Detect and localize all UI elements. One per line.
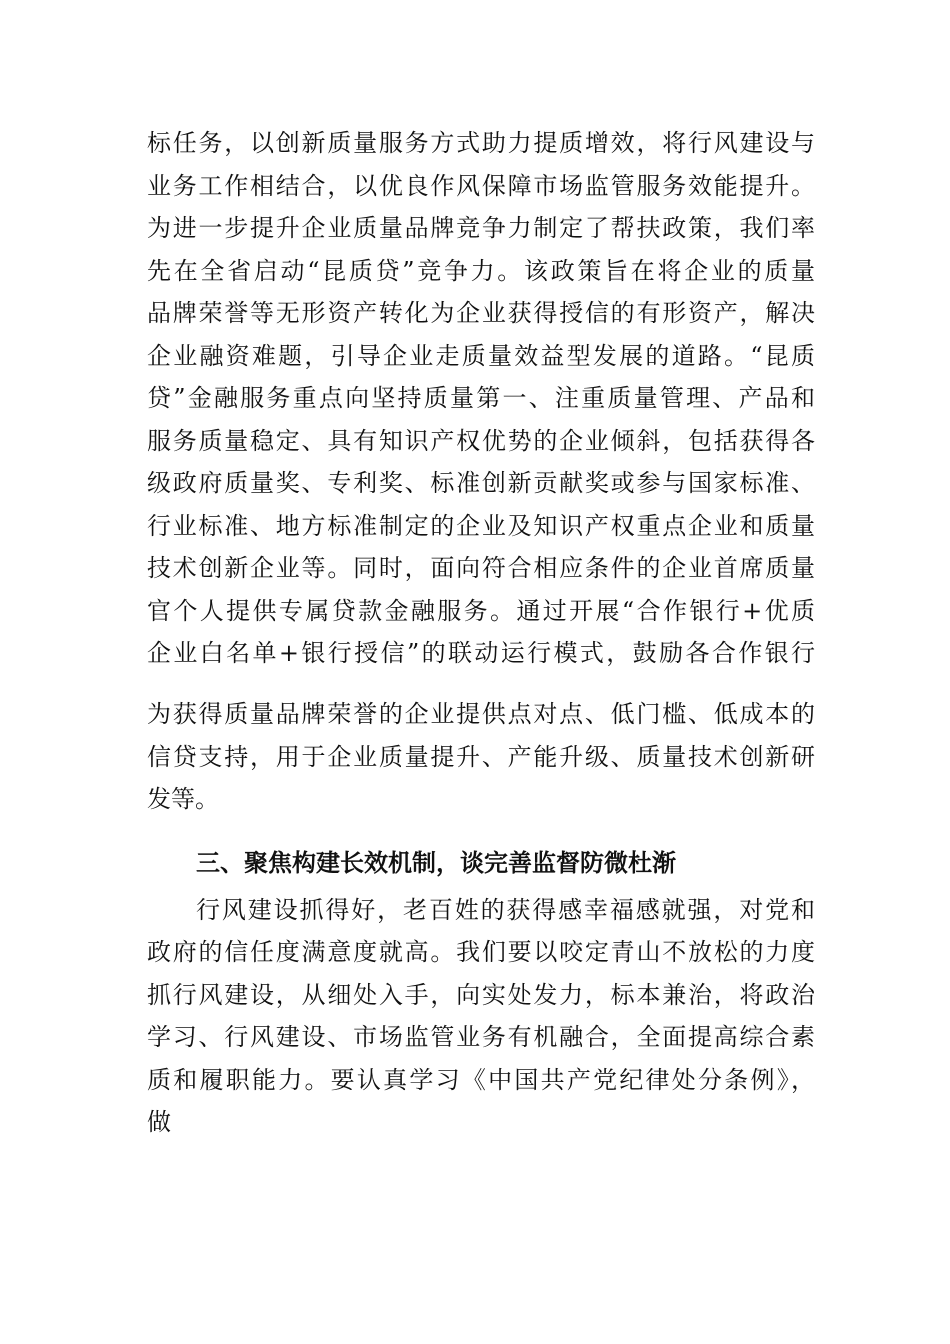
paragraph-line: 为获得质量品牌荣誉的企业提供点对点、低门槛、低成本的 [147,700,815,728]
paragraph-line: 为进一步提升企业质量品牌竞争力制定了帮扶政策，我们率 [147,214,815,242]
paragraph-line: 质和履职能力。要认真学习《中国共产党纪律处分条例》， [147,1066,815,1094]
paragraph-line: 信贷支持，用于企业质量提升、产能升级、质量技术创新研 [147,743,815,771]
paragraph-line: 抓行风建设，从细处入手，向实处发力，标本兼治，将政治 [147,981,815,1009]
paragraph-line: 服务质量稳定、具有知识产权优势的企业倾斜，包括获得各 [147,427,815,455]
paragraph-line: 行风建设抓得好，老百姓的获得感幸福感就强，对党和 [196,896,815,924]
paragraph-line: 品牌荣誉等无形资产转化为企业获得授信的有形资产，解决 [147,299,815,327]
paragraph-line: 官个人提供专属贷款金融服务。通过开展“合作银行+优质 [147,597,815,625]
paragraph-line: 企业融资难题，引导企业走质量效益型发展的道路。“昆质 [147,342,815,370]
paragraph-line: 标任务，以创新质量服务方式助力提质增效，将行风建设与 [147,129,815,157]
section-heading: 三、聚焦构建长效机制，谈完善监督防微杜渐 [196,849,676,877]
paragraph-line: 技术创新企业等。同时，面向符合相应条件的企业首席质量 [147,554,815,582]
paragraph-line: 做 [147,1108,171,1136]
paragraph-line: 行业标准、地方标准制定的企业及知识产权重点企业和质量 [147,512,815,540]
paragraph-line: 政府的信任度满意度就高。我们要以咬定青山不放松的力度 [147,938,815,966]
paragraph-line: 企业白名单+银行授信”的联动运行模式，鼓励各合作银行 [147,639,815,667]
paragraph-line: 发等。 [147,785,219,813]
paragraph-line: 贷”金融服务重点向坚持质量第一、注重质量管理、产品和 [147,384,815,412]
paragraph-line: 学习、行风建设、市场监管业务有机融合，全面提高综合素 [147,1023,815,1051]
paragraph-line: 业务工作相结合，以优良作风保障市场监管服务效能提升。 [147,172,815,200]
paragraph-line: 先在全省启动“昆质贷”竞争力。该政策旨在将企业的质量 [147,257,815,285]
paragraph-line: 级政府质量奖、专利奖、标准创新贡献奖或参与国家标准、 [147,469,815,497]
